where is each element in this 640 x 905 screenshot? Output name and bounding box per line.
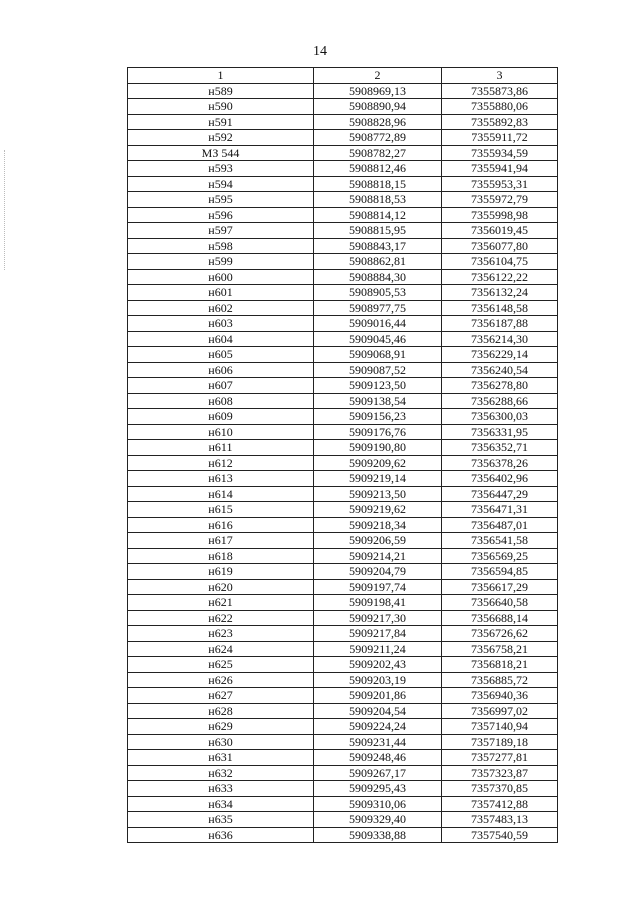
column-header: 2 <box>314 68 442 84</box>
point-id-cell: н605 <box>128 347 314 363</box>
point-id-cell: н590 <box>128 99 314 115</box>
point-id-cell: н636 <box>128 827 314 843</box>
y-coordinate-cell: 7357412,88 <box>442 796 558 812</box>
x-coordinate-cell: 5908969,13 <box>314 83 442 99</box>
y-coordinate-cell: 7356471,31 <box>442 502 558 518</box>
y-coordinate-cell: 7356569,25 <box>442 548 558 564</box>
y-coordinate-cell: 7356187,88 <box>442 316 558 332</box>
y-coordinate-cell: 7357140,94 <box>442 719 558 735</box>
point-id-cell: н594 <box>128 176 314 192</box>
point-id-cell: н598 <box>128 238 314 254</box>
x-coordinate-cell: 5909176,76 <box>314 424 442 440</box>
table-row <box>128 719 558 735</box>
point-id-cell: н629 <box>128 719 314 735</box>
x-coordinate-cell: 5908890,94 <box>314 99 442 115</box>
x-coordinate-cell: 5909248,46 <box>314 750 442 766</box>
point-id-cell: н617 <box>128 533 314 549</box>
table-row <box>128 176 558 192</box>
point-id-cell: н614 <box>128 486 314 502</box>
x-coordinate-cell: 5909123,50 <box>314 378 442 394</box>
table-row <box>128 548 558 564</box>
x-coordinate-cell: 5909068,91 <box>314 347 442 363</box>
point-id-cell: н621 <box>128 595 314 611</box>
point-id-cell: МЗ 544 <box>128 145 314 161</box>
x-coordinate-cell: 5908812,46 <box>314 161 442 177</box>
point-id-cell: н610 <box>128 424 314 440</box>
table-row <box>128 812 558 828</box>
table-header-row <box>128 68 558 84</box>
table-row <box>128 269 558 285</box>
y-coordinate-cell: 7356487,01 <box>442 517 558 533</box>
x-coordinate-cell: 5909016,44 <box>314 316 442 332</box>
point-id-cell: н591 <box>128 114 314 130</box>
table-row <box>128 362 558 378</box>
table-row <box>128 99 558 115</box>
point-id-cell: н618 <box>128 548 314 564</box>
point-id-cell: н608 <box>128 393 314 409</box>
point-id-cell: н599 <box>128 254 314 270</box>
y-coordinate-cell: 7356940,36 <box>442 688 558 704</box>
y-coordinate-cell: 7356997,02 <box>442 703 558 719</box>
y-coordinate-cell: 7355892,83 <box>442 114 558 130</box>
y-coordinate-cell: 7357370,85 <box>442 781 558 797</box>
y-coordinate-cell: 7357189,18 <box>442 734 558 750</box>
y-coordinate-cell: 7355873,86 <box>442 83 558 99</box>
x-coordinate-cell: 5909211,24 <box>314 641 442 657</box>
table-row <box>128 145 558 161</box>
point-id-cell: н626 <box>128 672 314 688</box>
y-coordinate-cell: 7356594,85 <box>442 564 558 580</box>
table-row <box>128 827 558 843</box>
x-coordinate-cell: 5909231,44 <box>314 734 442 750</box>
point-id-cell: н624 <box>128 641 314 657</box>
table-row <box>128 579 558 595</box>
point-id-cell: н596 <box>128 207 314 223</box>
point-id-cell: н616 <box>128 517 314 533</box>
y-coordinate-cell: 7356758,21 <box>442 641 558 657</box>
x-coordinate-cell: 5909198,41 <box>314 595 442 611</box>
x-coordinate-cell: 5909217,84 <box>314 626 442 642</box>
y-coordinate-cell: 7356885,72 <box>442 672 558 688</box>
y-coordinate-cell: 7356541,58 <box>442 533 558 549</box>
x-coordinate-cell: 5909156,23 <box>314 409 442 425</box>
x-coordinate-cell: 5909217,30 <box>314 610 442 626</box>
point-id-cell: н633 <box>128 781 314 797</box>
table-row <box>128 238 558 254</box>
table-row <box>128 626 558 642</box>
point-id-cell: н625 <box>128 657 314 673</box>
x-coordinate-cell: 5909201,86 <box>314 688 442 704</box>
y-coordinate-cell: 7356077,80 <box>442 238 558 254</box>
point-id-cell: н607 <box>128 378 314 394</box>
y-coordinate-cell: 7356378,26 <box>442 455 558 471</box>
y-coordinate-cell: 7356726,62 <box>442 626 558 642</box>
x-coordinate-cell: 5909087,52 <box>314 362 442 378</box>
point-id-cell: н620 <box>128 579 314 595</box>
point-id-cell: н593 <box>128 161 314 177</box>
point-id-cell: н613 <box>128 471 314 487</box>
x-coordinate-cell: 5909209,62 <box>314 455 442 471</box>
y-coordinate-cell: 7356148,58 <box>442 300 558 316</box>
point-id-cell: н602 <box>128 300 314 316</box>
y-coordinate-cell: 7355941,94 <box>442 161 558 177</box>
y-coordinate-cell: 7355911,72 <box>442 130 558 146</box>
x-coordinate-cell: 5909203,19 <box>314 672 442 688</box>
x-coordinate-cell: 5909204,79 <box>314 564 442 580</box>
y-coordinate-cell: 7357483,13 <box>442 812 558 828</box>
x-coordinate-cell: 5908977,75 <box>314 300 442 316</box>
x-coordinate-cell: 5908818,15 <box>314 176 442 192</box>
table-row <box>128 378 558 394</box>
table-row <box>128 703 558 719</box>
x-coordinate-cell: 5908772,89 <box>314 130 442 146</box>
y-coordinate-cell: 7357323,87 <box>442 765 558 781</box>
table-row <box>128 796 558 812</box>
table-row <box>128 672 558 688</box>
x-coordinate-cell: 5908843,17 <box>314 238 442 254</box>
table-row <box>128 223 558 239</box>
table-row <box>128 393 558 409</box>
point-id-cell: н635 <box>128 812 314 828</box>
table-row <box>128 564 558 580</box>
table-row <box>128 161 558 177</box>
x-coordinate-cell: 5909329,40 <box>314 812 442 828</box>
x-coordinate-cell: 5908815,95 <box>314 223 442 239</box>
x-coordinate-cell: 5909310,06 <box>314 796 442 812</box>
y-coordinate-cell: 7356019,45 <box>442 223 558 239</box>
table-row <box>128 471 558 487</box>
x-coordinate-cell: 5909206,59 <box>314 533 442 549</box>
page-number: 14 <box>313 44 327 59</box>
point-id-cell: н631 <box>128 750 314 766</box>
x-coordinate-cell: 5909219,62 <box>314 502 442 518</box>
table-row <box>128 83 558 99</box>
x-coordinate-cell: 5909138,54 <box>314 393 442 409</box>
column-header: 1 <box>128 68 314 84</box>
y-coordinate-cell: 7356132,24 <box>442 285 558 301</box>
table-row <box>128 254 558 270</box>
table-row <box>128 409 558 425</box>
x-coordinate-cell: 5908814,12 <box>314 207 442 223</box>
margin-scan-marks <box>4 150 7 270</box>
y-coordinate-cell: 7356688,14 <box>442 610 558 626</box>
y-coordinate-cell: 7356288,66 <box>442 393 558 409</box>
table-row <box>128 533 558 549</box>
coordinates-table <box>127 67 558 843</box>
table-row <box>128 347 558 363</box>
y-coordinate-cell: 7356300,03 <box>442 409 558 425</box>
point-id-cell: н627 <box>128 688 314 704</box>
point-id-cell: н589 <box>128 83 314 99</box>
y-coordinate-cell: 7356447,29 <box>442 486 558 502</box>
y-coordinate-cell: 7356240,54 <box>442 362 558 378</box>
table-row <box>128 734 558 750</box>
x-coordinate-cell: 5909214,21 <box>314 548 442 564</box>
table-row <box>128 657 558 673</box>
x-coordinate-cell: 5909202,43 <box>314 657 442 673</box>
column-header: 3 <box>442 68 558 84</box>
x-coordinate-cell: 5909338,88 <box>314 827 442 843</box>
point-id-cell: н603 <box>128 316 314 332</box>
x-coordinate-cell: 5909219,14 <box>314 471 442 487</box>
point-id-cell: н619 <box>128 564 314 580</box>
x-coordinate-cell: 5908862,81 <box>314 254 442 270</box>
y-coordinate-cell: 7355880,06 <box>442 99 558 115</box>
y-coordinate-cell: 7356122,22 <box>442 269 558 285</box>
point-id-cell: н615 <box>128 502 314 518</box>
table-row <box>128 207 558 223</box>
table-row <box>128 610 558 626</box>
point-id-cell: н609 <box>128 409 314 425</box>
y-coordinate-cell: 7355934,59 <box>442 145 558 161</box>
x-coordinate-cell: 5909197,74 <box>314 579 442 595</box>
table-row <box>128 424 558 440</box>
y-coordinate-cell: 7357277,81 <box>442 750 558 766</box>
table-row <box>128 502 558 518</box>
point-id-cell: н601 <box>128 285 314 301</box>
y-coordinate-cell: 7356229,14 <box>442 347 558 363</box>
x-coordinate-cell: 5909045,46 <box>314 331 442 347</box>
table-row <box>128 114 558 130</box>
table-row <box>128 765 558 781</box>
table-row <box>128 316 558 332</box>
x-coordinate-cell: 5909218,34 <box>314 517 442 533</box>
x-coordinate-cell: 5909224,24 <box>314 719 442 735</box>
point-id-cell: н622 <box>128 610 314 626</box>
table-row <box>128 285 558 301</box>
y-coordinate-cell: 7357540,59 <box>442 827 558 843</box>
point-id-cell: н634 <box>128 796 314 812</box>
y-coordinate-cell: 7356104,75 <box>442 254 558 270</box>
table-row <box>128 781 558 797</box>
point-id-cell: н623 <box>128 626 314 642</box>
y-coordinate-cell: 7355998,98 <box>442 207 558 223</box>
x-coordinate-cell: 5908782,27 <box>314 145 442 161</box>
point-id-cell: н611 <box>128 440 314 456</box>
point-id-cell: н604 <box>128 331 314 347</box>
table-row <box>128 641 558 657</box>
table-row <box>128 486 558 502</box>
x-coordinate-cell: 5909295,43 <box>314 781 442 797</box>
x-coordinate-cell: 5908828,96 <box>314 114 442 130</box>
table-row <box>128 517 558 533</box>
table-row <box>128 300 558 316</box>
table-row <box>128 192 558 208</box>
y-coordinate-cell: 7356278,80 <box>442 378 558 394</box>
table-row <box>128 455 558 471</box>
x-coordinate-cell: 5908905,53 <box>314 285 442 301</box>
point-id-cell: н632 <box>128 765 314 781</box>
x-coordinate-cell: 5908884,30 <box>314 269 442 285</box>
x-coordinate-cell: 5908818,53 <box>314 192 442 208</box>
y-coordinate-cell: 7356617,29 <box>442 579 558 595</box>
table-row <box>128 595 558 611</box>
point-id-cell: н606 <box>128 362 314 378</box>
point-id-cell: н595 <box>128 192 314 208</box>
point-id-cell: н592 <box>128 130 314 146</box>
table-row <box>128 331 558 347</box>
point-id-cell: н597 <box>128 223 314 239</box>
y-coordinate-cell: 7355953,31 <box>442 176 558 192</box>
y-coordinate-cell: 7356640,58 <box>442 595 558 611</box>
point-id-cell: н630 <box>128 734 314 750</box>
y-coordinate-cell: 7356818,21 <box>442 657 558 673</box>
y-coordinate-cell: 7356331,95 <box>442 424 558 440</box>
x-coordinate-cell: 5909213,50 <box>314 486 442 502</box>
y-coordinate-cell: 7356402,96 <box>442 471 558 487</box>
table-row <box>128 688 558 704</box>
point-id-cell: н628 <box>128 703 314 719</box>
y-coordinate-cell: 7356352,71 <box>442 440 558 456</box>
x-coordinate-cell: 5909267,17 <box>314 765 442 781</box>
table-row <box>128 440 558 456</box>
y-coordinate-cell: 7355972,79 <box>442 192 558 208</box>
point-id-cell: н600 <box>128 269 314 285</box>
table-row <box>128 750 558 766</box>
point-id-cell: н612 <box>128 455 314 471</box>
x-coordinate-cell: 5909204,54 <box>314 703 442 719</box>
x-coordinate-cell: 5909190,80 <box>314 440 442 456</box>
y-coordinate-cell: 7356214,30 <box>442 331 558 347</box>
table-row <box>128 130 558 146</box>
